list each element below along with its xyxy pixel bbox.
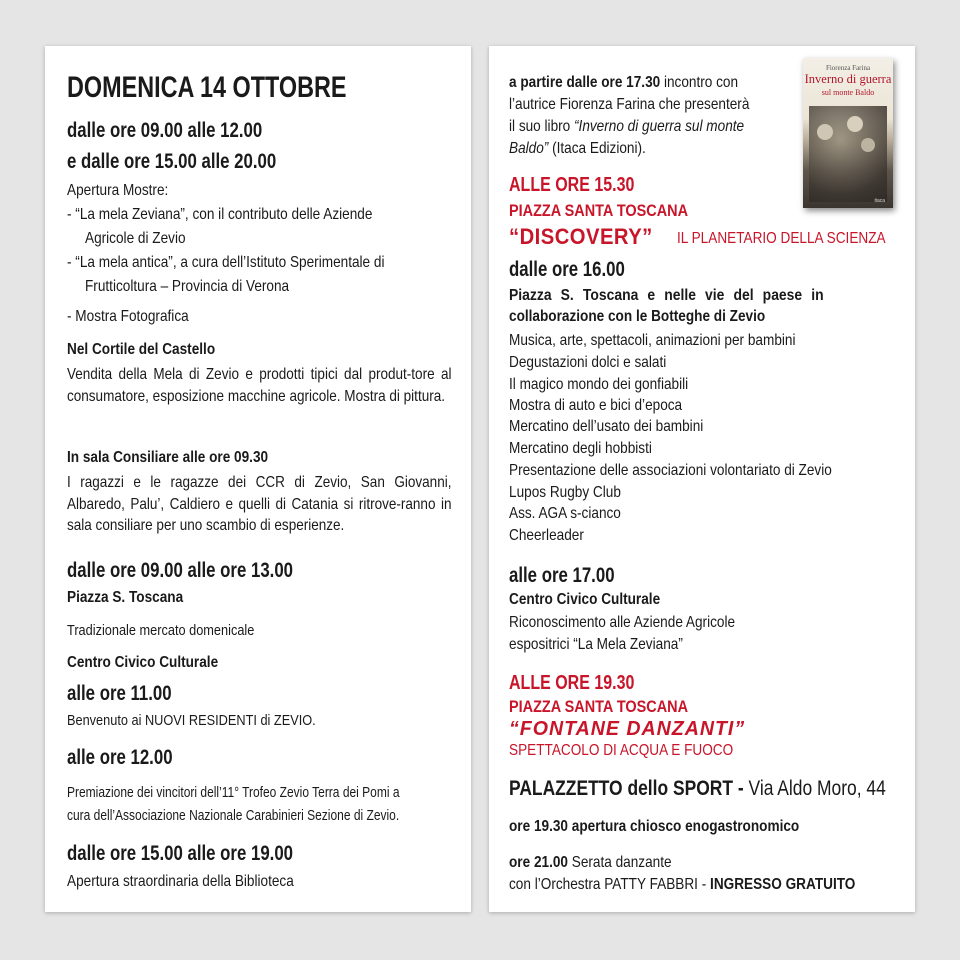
exhibition-1-line2: Agricole di Zevio: [85, 230, 186, 247]
dance-line: ore 21.00 Serata danzante: [509, 854, 672, 871]
award-line2: cura dell’Associazione Nazionale Carabinieri Sezione di Zevio.: [67, 807, 400, 824]
activity-list-item: Mostra di auto e bici d’epoca: [509, 397, 683, 414]
day-heading: DOMENICA 14 OTTOBRE: [67, 71, 347, 104]
event1-place: PIAZZA SANTA TOSCANA: [509, 201, 689, 220]
time-range-1: dalle ore 09.00 alle 12.00: [67, 119, 263, 142]
activity-list-item: Cheerleader: [509, 527, 584, 544]
time-1700: alle ore 17.00: [509, 564, 615, 587]
piazza16-line2: collaborazione con le Botteghe di Zevio: [509, 308, 766, 325]
exhibition-1-line1: - “La mela Zeviana”, con il contributo delle Aziende: [67, 206, 373, 223]
book-intro-line4: Baldo” (Itaca Edizioni).: [509, 140, 646, 157]
event1-desc: IL PLANETARIO DELLA SCIENZA: [677, 230, 886, 247]
event2-place: PIAZZA SANTA TOSCANA: [509, 697, 689, 716]
event2-time: ALLE ORE 19.30: [509, 672, 635, 694]
exhibition-3: - Mostra Fotografica: [67, 308, 189, 325]
book-intro-line2: l’autrice Fiorenza Farina che presenterà: [509, 96, 750, 113]
event1-time: ALLE ORE 15.30: [509, 174, 635, 196]
activity-list-item: Presentazione delle associazioni volontariato di Zevio: [509, 462, 832, 479]
orchestra-line: con l’Orchestra PATTY FABBRI - INGRESSO GRATUITO: [509, 876, 856, 893]
activity-list-item: Degustazioni dolci e salati: [509, 354, 667, 371]
right-panel: [489, 46, 915, 912]
council-title: In sala Consiliare alle ore 09.30: [67, 449, 269, 466]
recognition-line1: Riconoscimento alle Aziende Agricole: [509, 614, 736, 631]
time-range-3: dalle ore 09.00 alle ore 13.00: [67, 559, 294, 582]
left-panel: [45, 46, 471, 912]
civic-center-label: Centro Civico Culturale: [67, 654, 219, 671]
piazza-label: Piazza S. Toscana: [67, 589, 184, 606]
activity-list-item: Musica, arte, spettacoli, animazioni per bambini: [509, 332, 796, 349]
book-intro-line3: il suo libro “Inverno di guerra sul monte: [509, 118, 745, 135]
time-1100: alle ore 11.00: [67, 682, 172, 705]
time-1200: alle ore 12.00: [67, 746, 173, 769]
time-1600: dalle ore 16.00: [509, 258, 625, 281]
exhibition-2-line2: Frutticoltura – Provincia di Verona: [85, 278, 290, 295]
event2-desc: SPETTACOLO DI ACQUA E FUOCO: [509, 742, 734, 759]
council-text: I ragazzi e le ragazze dei CCR di Zevio, San Giovanni, Albaredo, Palu’, Caldiero e quelli di Catania si ritrove-ranno in sala consiliare per uno scambio di esperienze.: [67, 474, 452, 534]
activity-list-item: Mercatino dell’usato dei bambini: [509, 418, 704, 435]
piazza16-line1: Piazza S. Toscana e nelle vie del paese in: [509, 287, 824, 304]
library-text: Apertura straordinaria della Biblioteca: [67, 873, 294, 890]
event2-name: “FONTANE DANZANTI”: [509, 718, 746, 740]
exhibition-2-line1: - “La mela antica”, a cura dell’Istituto Sperimentale di: [67, 254, 385, 271]
activity-list-item: Il magico mondo dei gonfiabili: [509, 376, 689, 393]
activity-list-item: Ass. AGA s-cianco: [509, 505, 621, 522]
market-text: Tradizionale mercato domenicale: [67, 622, 255, 639]
recognition-line2: espositrici “La Mela Zeviana”: [509, 636, 683, 653]
book-cover-image: Fiorenza Farina Inverno di guerra sul monte Baldo itaca: [803, 58, 893, 208]
castle-text: Vendita della Mela di Zevio e prodotti tipici dal produt-tore al consumatore, esposizione macchine agricole. Mostra di pittura.: [67, 366, 452, 405]
book-intro-line1: a partire dalle ore 17.30 incontro con: [509, 74, 739, 91]
castle-title: Nel Cortile del Castello: [67, 341, 216, 358]
kiosk-text: ore 19.30 apertura chiosco enogastronomico: [509, 818, 800, 835]
time-range-2: e dalle ore 15.00 alle 20.00: [67, 150, 277, 173]
exhibitions-title: Apertura Mostre:: [67, 182, 169, 199]
activity-list-item: Mercatino degli hobbisti: [509, 440, 652, 457]
welcome-text: Benvenuto ai NUOVI RESIDENTI di ZEVIO.: [67, 712, 316, 729]
civic17-label: Centro Civico Culturale: [509, 591, 661, 608]
event1-name: “DISCOVERY”: [509, 224, 653, 249]
time-range-6: dalle ore 15.00 alle ore 19.00: [67, 842, 294, 865]
palazzetto-line: PALAZZETTO dello SPORT - Via Aldo Moro, 44: [509, 777, 886, 800]
award-line1: Premiazione dei vincitori dell’11° Trofeo Zevio Terra dei Pomi a: [67, 784, 400, 801]
activity-list-item: Lupos Rugby Club: [509, 484, 621, 501]
